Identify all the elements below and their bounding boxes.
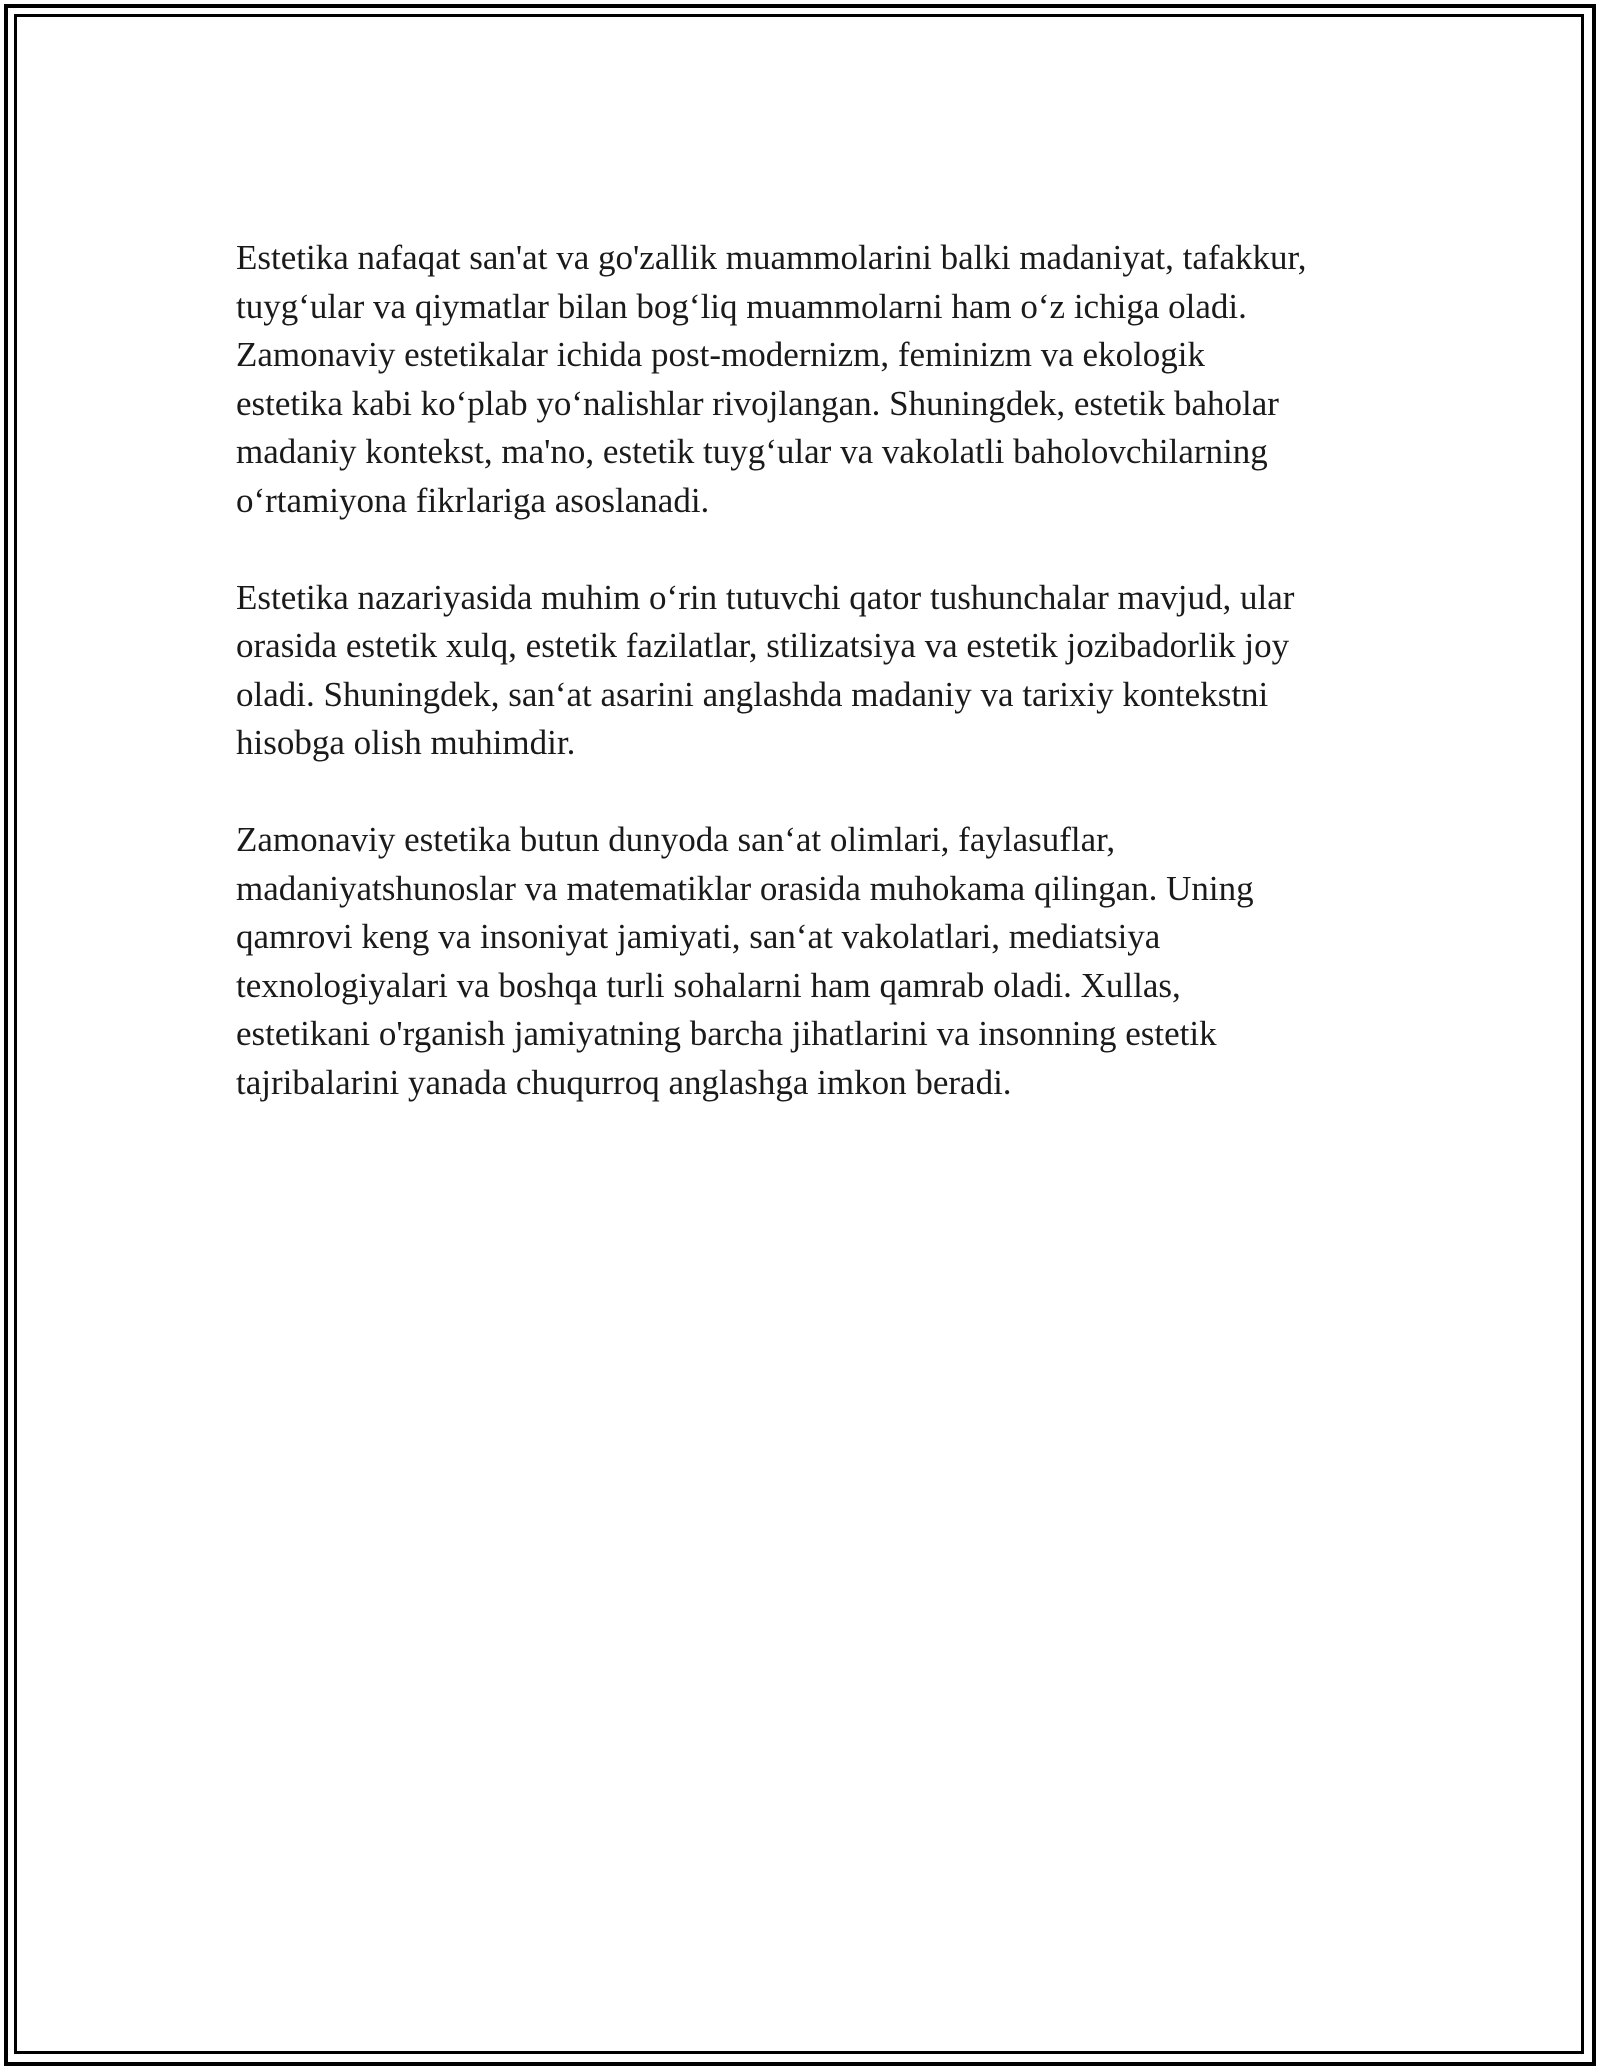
document-body [236, 234, 1396, 1156]
text-line: qamrovi keng va insoniyat jamiyati, san‘at vakolatlari, mediatsiya [236, 917, 1161, 956]
text-line: orasida estetik xulq, estetik fazilatlar, stilizatsiya va estetik jozibadorlik joy [236, 626, 1290, 665]
text-line: hisobga olish muhimdir. [236, 723, 576, 762]
paragraph-1 [236, 234, 1396, 525]
text-line: madaniyatshunoslar va matematiklar orasida muhokama qilingan. Uning [236, 868, 1254, 908]
paragraph-3 [236, 816, 1396, 1107]
text-line: estetika kabi ko‘plab yo‘nalishlar rivojlangan. Shuningdek, estetik baholar [236, 383, 1279, 423]
text-line: Zamonaviy estetika butun dunyoda san‘at olimlari, faylasuflar, [236, 820, 1116, 859]
text-line: Estetika nafaqat san'at va go'zallik muammolarini balki madaniyat, tafakkur, [236, 238, 1307, 277]
text-line: tajribalarini yanada chuqurroq anglashga imkon beradi. [236, 1062, 1012, 1102]
text-line: madaniy kontekst, ma'no, estetik tuyg‘ular va vakolatli baholovchilarning [236, 432, 1268, 471]
text-line: texnologiyalari va boshqa turli sohalarni ham qamrab oladi. Xullas, [236, 965, 1181, 1005]
text-line: estetikani o'rganish jamiyatning barcha jihatlarini va insonning estetik [236, 1014, 1217, 1053]
paragraph-2 [236, 574, 1396, 768]
text-line: Zamonaviy estetikalar ichida post-modernizm, feminizm va ekologik [236, 335, 1206, 374]
text-line: Estetika nazariyasida muhim o‘rin tutuvchi qator tushunchalar mavjud, ular [236, 577, 1295, 617]
text-line: o‘rtamiyona fikrlariga asoslanadi. [236, 480, 710, 520]
text-line: tuyg‘ular va qiymatlar bilan bog‘liq muammolarni ham o‘z ichiga oladi. [236, 286, 1247, 326]
text-line: oladi. Shuningdek, san‘at asarini anglashda madaniy va tarixiy kontekstni [236, 674, 1269, 714]
